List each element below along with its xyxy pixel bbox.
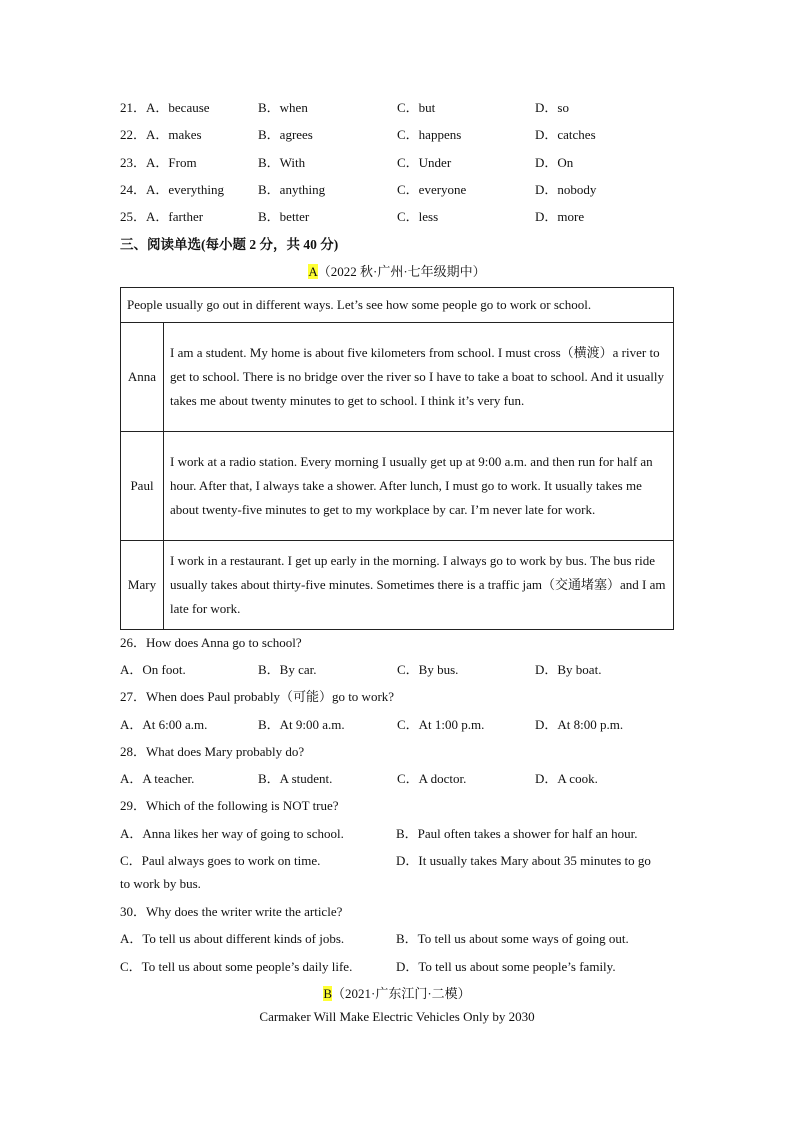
passage-b-title: Carmaker Will Make Electric Vehicles Only by 2030 bbox=[259, 1009, 535, 1024]
question-29-options-ab bbox=[120, 823, 680, 843]
section-title: 三、阅读单选(每小题 2 分，共 40 分) bbox=[120, 237, 339, 252]
option-d: D．more bbox=[535, 209, 585, 224]
option-c: C．Paul always goes to work on time. bbox=[120, 853, 321, 868]
person-name: Mary bbox=[121, 541, 164, 630]
option-d: D．On bbox=[535, 155, 574, 170]
option-c: C．happens bbox=[397, 127, 462, 142]
option-b: B．With bbox=[258, 155, 306, 170]
option-b: B．A student. bbox=[258, 771, 333, 786]
question-26-stem: 26．How does Anna go to school? bbox=[120, 635, 302, 650]
option-a: 22．A．makes bbox=[120, 127, 202, 142]
option-b: B．agrees bbox=[258, 127, 313, 142]
question-29-options-cd bbox=[120, 850, 680, 870]
passage-a-heading bbox=[0, 261, 794, 280]
question-25-options bbox=[120, 206, 680, 226]
question-23-options bbox=[120, 152, 680, 172]
question-28-stem: 28．What does Mary probably do? bbox=[120, 744, 305, 759]
option-c: C．Under bbox=[397, 155, 452, 170]
option-a: 24．A．everything bbox=[120, 182, 224, 197]
question-21-options bbox=[120, 97, 680, 117]
table-intro: People usually go out in different ways. Let’s see how some people go to work or school. bbox=[121, 288, 674, 323]
person-text: I work at a radio station. Every morning I usually get up at 9:00 a.m. and then run for half an hour. After that, I always take a shower. After lunch, I must go to work. It usually takes me about twenty-five minutes to get to my workplace by car. I’m never late for work. bbox=[164, 432, 674, 541]
option-a: A．On foot. bbox=[120, 662, 186, 677]
question-22-options bbox=[120, 124, 680, 144]
option-c: C．To tell us about some people’s daily life. bbox=[120, 959, 353, 974]
option-d: D．so bbox=[535, 100, 569, 115]
question-27-options bbox=[120, 714, 680, 734]
option-a: A．To tell us about different kinds of jobs. bbox=[120, 931, 345, 946]
option-a: 25．A．farther bbox=[120, 209, 204, 224]
option-c: C．everyone bbox=[397, 182, 467, 197]
option-b: B．when bbox=[258, 100, 308, 115]
option-b: B．anything bbox=[258, 182, 326, 197]
option-d-continued: to work by bus. bbox=[120, 876, 201, 891]
passage-a-source: （2022 秋·广州·七年级期中） bbox=[317, 264, 486, 279]
question-30-stem: 30．Why does the writer write the article? bbox=[120, 904, 343, 919]
option-c: C．but bbox=[397, 100, 436, 115]
option-d: D．catches bbox=[535, 127, 596, 142]
question-29-stem: 29．Which of the following is NOT true? bbox=[120, 798, 339, 813]
option-d: D．A cook. bbox=[535, 771, 598, 786]
person-text: I am a student. My home is about five kilometers from school. I must cross（横渡）a river to get to school. There is no bridge over the river so I have to take a boat to school. And it usually takes me about twenty minutes to get to school. I think it’s very fun. bbox=[164, 323, 674, 432]
option-b: B．better bbox=[258, 209, 310, 224]
person-text: I work in a restaurant. I get up early in the morning. I always go to work by bus. The bus ride usually takes about thirty-five minutes. Sometimes there is a traffic jam（交通堵塞）and I am late for work. bbox=[164, 541, 674, 630]
option-d: D．To tell us about some people’s family. bbox=[396, 959, 616, 974]
passage-a-table bbox=[120, 287, 674, 630]
option-c: C．By bus. bbox=[397, 662, 459, 677]
option-a: A．Anna likes her way of going to school. bbox=[120, 826, 344, 841]
option-d: D．At 8:00 p.m. bbox=[535, 717, 624, 732]
option-c: C．A doctor. bbox=[397, 771, 467, 786]
option-b: B．At 9:00 a.m. bbox=[258, 717, 345, 732]
option-d: D．By boat. bbox=[535, 662, 602, 677]
option-c: C．less bbox=[397, 209, 439, 224]
table-row bbox=[121, 541, 674, 630]
option-a: 21．A．because bbox=[120, 100, 210, 115]
question-24-options bbox=[120, 179, 680, 199]
option-c: C．At 1:00 p.m. bbox=[397, 717, 485, 732]
person-name: Anna bbox=[121, 323, 164, 432]
question-30-options-cd bbox=[120, 956, 680, 976]
question-28-options bbox=[120, 768, 680, 788]
option-a: A．A teacher. bbox=[120, 771, 195, 786]
option-b: B．By car. bbox=[258, 662, 317, 677]
passage-b-label: B bbox=[323, 986, 332, 1001]
option-b: B．To tell us about some ways of going out. bbox=[396, 931, 629, 946]
option-a: 23．A．From bbox=[120, 155, 197, 170]
person-name: Paul bbox=[121, 432, 164, 541]
table-row bbox=[121, 288, 674, 323]
passage-a-label: A bbox=[308, 264, 318, 279]
question-26-options bbox=[120, 659, 680, 679]
option-d: D．It usually takes Mary about 35 minutes to go bbox=[396, 853, 651, 868]
option-d: D．nobody bbox=[535, 182, 597, 197]
option-a: A．At 6:00 a.m. bbox=[120, 717, 208, 732]
passage-b-source: （2021·广东江门·二模） bbox=[332, 986, 471, 1001]
question-27-stem: 27．When does Paul probably（可能）go to work? bbox=[120, 689, 395, 704]
table-row bbox=[121, 432, 674, 541]
question-30-options-ab bbox=[120, 928, 680, 948]
passage-b-heading bbox=[0, 983, 794, 1002]
option-b: B．Paul often takes a shower for half an hour. bbox=[396, 826, 638, 841]
table-row bbox=[121, 323, 674, 432]
